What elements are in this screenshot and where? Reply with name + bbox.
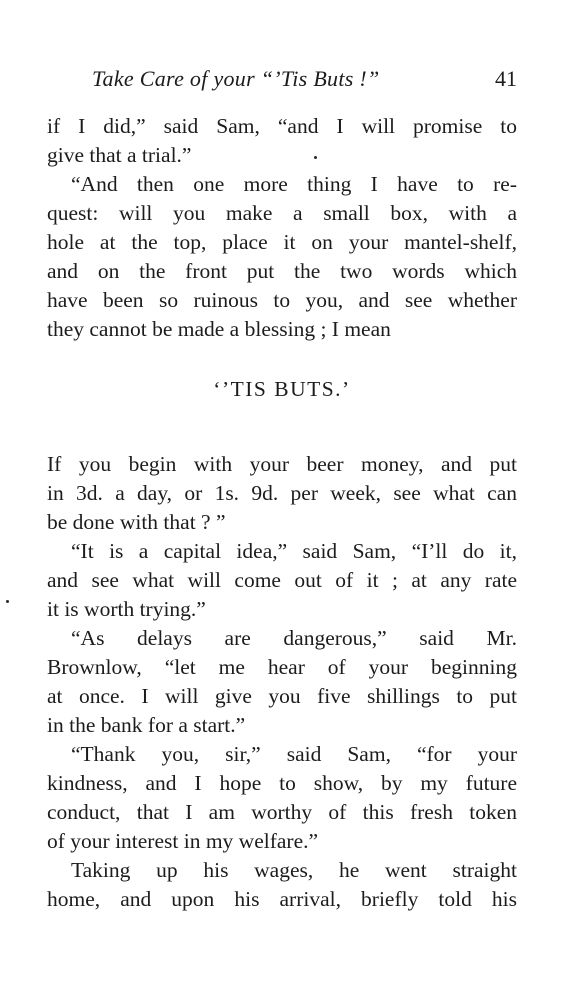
stray-ink-dot (314, 156, 317, 159)
text-line: quest: will you make a small box, with a (47, 201, 517, 225)
paragraph-1 (47, 112, 517, 170)
text-line: “As delays are dangerous,” said Mr. (71, 626, 517, 650)
text-line: in the bank for a start.” (47, 713, 246, 737)
paragraph-3 (47, 450, 517, 537)
text-line: and on the front put the two words which (47, 259, 517, 283)
text-line: they cannot be made a blessing ; I mean (47, 317, 391, 341)
body-text (47, 112, 517, 914)
text-line: be done with that ? ” (47, 510, 226, 534)
text-line: “And then one more thing I have to re- (71, 172, 517, 196)
text-line: home, and upon his arrival, briefly told his (47, 887, 517, 911)
text-line: Brownlow, “let me hear of your beginning (47, 655, 517, 679)
running-title: Take Care of your “’Tis Buts !” (92, 66, 380, 91)
text-line: kindness, and I hope to show, by my future (47, 771, 517, 795)
text-line: “Thank you, sir,” said Sam, “for your (71, 742, 517, 766)
text-line: hole at the top, place it on your mantel-shelf, (47, 230, 517, 254)
text-line: If you begin with your beer money, and put (47, 452, 517, 476)
paragraph-5 (47, 624, 517, 740)
text-line: at once. I will give you five shillings to put (47, 684, 517, 708)
text-line: conduct, that I am worthy of this fresh token (47, 800, 517, 824)
running-head (47, 62, 517, 96)
paragraph-7 (47, 856, 517, 914)
text-line: give that a trial.” (47, 143, 192, 167)
paragraph-2 (47, 170, 517, 344)
text-line: it is worth trying.” (47, 597, 206, 621)
text-line: and see what will come out of it ; at any rate (47, 568, 517, 592)
page-number: 41 (495, 66, 517, 91)
text-line: if I did,” said Sam, “and I will promise to (47, 114, 517, 138)
text-line: Taking up his wages, he went straight (71, 858, 517, 882)
text-line: in 3d. a day, or 1s. 9d. per week, see what can (47, 481, 517, 505)
text-line: “It is a capital idea,” said Sam, “I’ll do it, (71, 539, 517, 563)
paragraph-6 (47, 740, 517, 856)
section-heading: ‘’TIS BUTS.’ (213, 377, 351, 401)
stray-ink-dot (6, 600, 9, 603)
text-line: of your interest in my welfare.” (47, 829, 319, 853)
text-line: have been so ruinous to you, and see whether (47, 288, 517, 312)
paragraph-4 (47, 537, 517, 624)
